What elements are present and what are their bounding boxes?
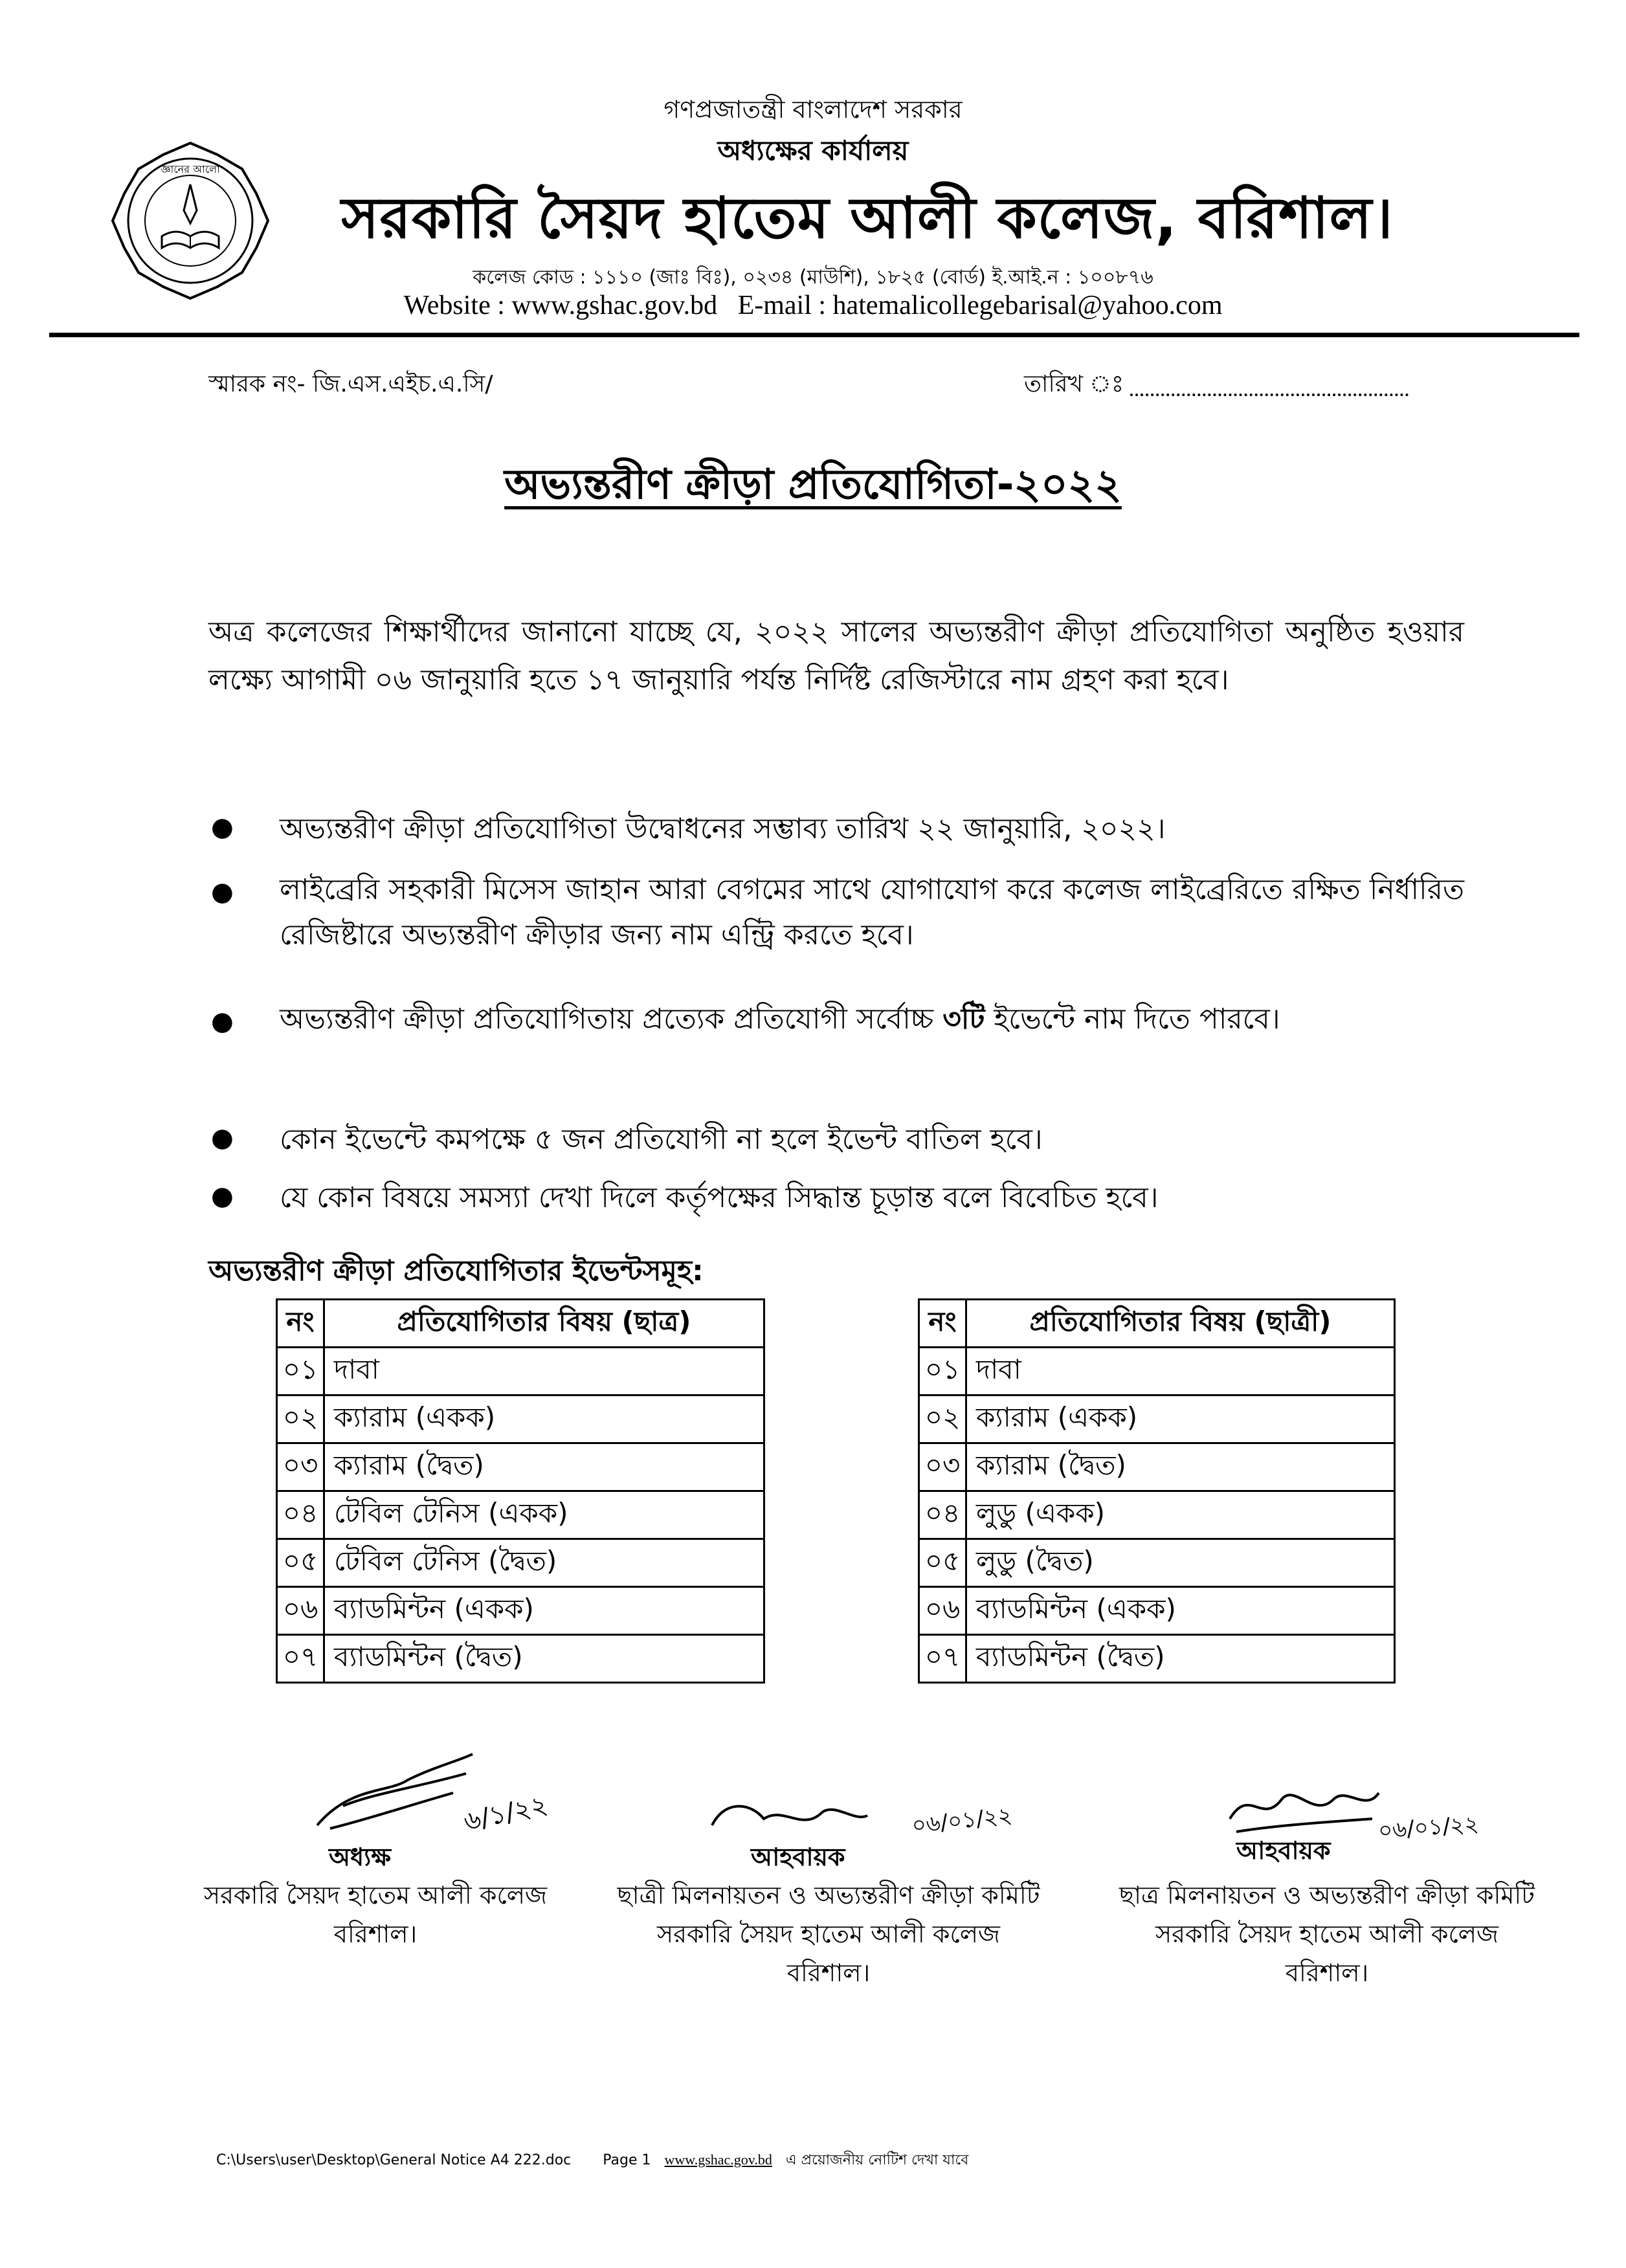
memo-number: স্মারক নং- জি.এস.এইচ.এ.সি/ <box>208 371 493 397</box>
event-name: দাবা <box>966 1348 1395 1395</box>
signature-line: বরিশাল। <box>333 1920 418 1948</box>
table-row <box>919 1443 1395 1491</box>
bullet-dot: ● <box>211 1123 234 1153</box>
event-name: দাবা <box>324 1348 764 1395</box>
event-name: ব্যাডমিন্টন (একক) <box>966 1587 1395 1635</box>
table-row <box>919 1587 1395 1635</box>
event-name: ব্যাডমিন্টন (একক) <box>324 1587 764 1635</box>
events-heading: অভ্যন্তরীণ ক্রীড়া প্রতিযোগিতার ইভেন্টসমূহ: <box>208 1254 704 1287</box>
intro-paragraph: অত্র কলেজের শিক্ষার্থীদের জানানো যাচ্ছে যে, ২০২২ সালের অভ্যন্তরীণ ক্রীড়া প্রতিযোগিতা অনুষ্ঠিত হওয়ার লক্ষ্যে আগামী ০৬ জানুয়ারি হতে ১৭ জানুয়ারি পর্যন্ত নির্দিষ্ট রেজিস্টারে নাম গ্রহণ করা হবে। <box>208 616 1464 696</box>
event-name: ক্যারাম (দ্বৈত) <box>324 1443 764 1491</box>
row-number: ০১ <box>277 1348 324 1395</box>
event-name: টেবিল টেনিস (দ্বৈত) <box>324 1539 764 1587</box>
svg-text:০৬/০১/২২: ০৬/০১/২২ <box>1377 1811 1480 1844</box>
contact-line <box>0 290 1626 321</box>
event-name: ক্যারাম (একক) <box>324 1395 764 1443</box>
event-name: টেবিল টেনিস (একক) <box>324 1491 764 1539</box>
column-header: নং <box>919 1300 966 1348</box>
table-row <box>919 1491 1395 1539</box>
website-link[interactable]: www.gshac.gov.bd <box>511 291 718 320</box>
table-row <box>919 1539 1395 1587</box>
table-row <box>277 1491 764 1539</box>
bullet-emphasis: ৩টি <box>942 1003 985 1036</box>
principal-signature <box>278 1748 550 1851</box>
file-path: C:\Users\user\Desktop\General Notice A4 222.doc <box>216 2152 572 2168</box>
row-number: ০৩ <box>919 1443 966 1491</box>
convener-boys-block <box>1049 1876 1605 1992</box>
document-footer <box>216 2149 968 2173</box>
bullet-item: কোন ইভেন্টে কমপক্ষে ৫ জন প্রতিযোগী না হলে ইভেন্ট বাতিল হবে। <box>280 1123 1043 1156</box>
signature-line: সরকারি সৈয়দ হাতেম আলী কলেজ <box>203 1881 548 1909</box>
row-number: ০৭ <box>919 1635 966 1683</box>
table-row <box>919 1348 1395 1395</box>
page-number: Page 1 <box>603 2152 651 2168</box>
date-blank <box>1130 374 1409 396</box>
svg-text:জ্ঞানের আলো: জ্ঞানের আলো <box>161 163 220 175</box>
column-header: প্রতিযোগিতার বিষয় (ছাত্রী) <box>966 1300 1395 1348</box>
row-number: ০৪ <box>277 1491 324 1539</box>
footer-link[interactable]: www.gshac.gov.bd <box>664 2151 772 2168</box>
table-row <box>277 1539 764 1587</box>
date-label: তারিখ ঃ <box>1024 371 1124 397</box>
girls-events-table <box>918 1298 1396 1684</box>
event-name: ক্যারাম (দ্বৈত) <box>966 1443 1395 1491</box>
signature-line: ছাত্রী মিলনায়তন ও অভ্যন্তরীণ ক্রীড়া কমিটি <box>617 1881 1040 1909</box>
table-row <box>277 1348 764 1395</box>
office-line: অধ্যক্ষের কার্যালয় <box>717 135 909 166</box>
row-number: ০৫ <box>277 1539 324 1587</box>
row-number: ০৬ <box>919 1587 966 1635</box>
bullet-dot: ● <box>211 1181 234 1211</box>
table-row <box>919 1635 1395 1683</box>
row-number: ০১ <box>919 1348 966 1395</box>
email-label: E-mail : <box>737 291 827 320</box>
column-header: নং <box>277 1300 324 1348</box>
signature-line: ছাত্র মিলনায়তন ও অভ্যন্তরীণ ক্রীড়া কমিটি <box>1119 1881 1535 1909</box>
event-name: ক্যারাম (একক) <box>966 1395 1395 1443</box>
table-row <box>277 1395 764 1443</box>
principal-block <box>129 1876 621 1953</box>
date-field <box>1024 366 1409 405</box>
table-header-row <box>277 1300 764 1348</box>
bullet-dot: ● <box>211 877 234 907</box>
bullet-dot: ● <box>211 1006 234 1036</box>
convener-girls-role: আহবায়ক <box>751 1843 845 1871</box>
table-row <box>277 1587 764 1635</box>
college-codes: কলেজ কোড : ১১১০ (জাঃ বিঃ), ০২৩৪ (মাউশি), ১৮২৫ (বোর্ড) ই.আই.ন : ১০০৮৭৬ <box>473 266 1153 289</box>
bullet-item: অভ্যন্তরীণ ক্রীড়া প্রতিযোগিতা উদ্বোধনের সম্ভাব্য তারিখ ২২ জানুয়ারি, ২০২২। <box>280 812 1166 845</box>
row-number: ০২ <box>919 1395 966 1443</box>
row-number: ০৫ <box>919 1539 966 1587</box>
college-name: সরকারি সৈয়দ হাতেম আলী কলেজ, বরিশাল। <box>341 184 1394 251</box>
signature-line: সরকারি সৈয়দ হাতেম আলী কলেজ <box>1155 1920 1499 1948</box>
convener-boys-role: আহবায়ক <box>1236 1836 1331 1865</box>
header-rule <box>49 333 1579 337</box>
row-number: ০৭ <box>277 1635 324 1683</box>
convener-girls-block <box>557 1876 1100 1992</box>
bullet-item: লাইব্রেরি সহকারী মিসেস জাহান আরা বেগমের সাথে যোগাযোগ করে কলেজ লাইব্রেরিতে রক্ষিত নির্ধারিত রেজিষ্টারে অভ্যন্তরীণ ক্রীড়ার জন্য নাম এন্ট্রি করতে হবে। <box>280 873 1464 951</box>
signature-line: সরকারি সৈয়দ হাতেম আলী কলেজ <box>656 1920 1001 1948</box>
event-name: ব্যাডমিন্টন (দ্বৈত) <box>966 1635 1395 1683</box>
table-row <box>277 1635 764 1683</box>
row-number: ০৬ <box>277 1587 324 1635</box>
event-name: লুডু (একক) <box>966 1491 1395 1539</box>
svg-text:৬/১/২২: ৬/১/২২ <box>461 1790 550 1837</box>
footer-note: এ প্রয়োজনীয় নোটিশ দেখা যাবে <box>785 2152 969 2168</box>
column-header: প্রতিযোগিতার বিষয় (ছাত্র) <box>324 1300 764 1348</box>
row-number: ০৩ <box>277 1443 324 1491</box>
signature-line: বরিশাল। <box>1285 1959 1369 1987</box>
svg-text:০৬/০১/২২: ০৬/০১/২২ <box>910 1802 1014 1839</box>
notice-title: অভ্যন্তরীণ ক্রীড়া প্রতিযোগিতা-২০২২ <box>504 461 1122 509</box>
boys-events-table <box>276 1298 765 1684</box>
table-row <box>277 1443 764 1491</box>
website-label: Website : <box>403 291 505 320</box>
row-number: ০২ <box>277 1395 324 1443</box>
event-name: লুডু (দ্বৈত) <box>966 1539 1395 1587</box>
bullet-item: যে কোন বিষয়ে সমস্যা দেখা দিলে কর্তৃপক্ষের সিদ্ধান্ত চূড়ান্ত বলে বিবেচিত হবে। <box>280 1181 1159 1214</box>
event-name: ব্যাডমিন্টন (দ্বৈত) <box>324 1635 764 1683</box>
table-row <box>919 1395 1395 1443</box>
table-header-row <box>919 1300 1395 1348</box>
email-link[interactable]: hatemalicollegebarisal@yahoo.com <box>832 291 1223 320</box>
principal-role: অধ্যক্ষ <box>329 1843 392 1871</box>
bullet-item: অভ্যন্তরীণ ক্রীড়া প্রতিযোগিতায় প্রত্যেক প্রতিযোগী সর্বোচ্চ ৩টি ইভেন্টে নাম দিতে পারবে। <box>280 1003 1280 1036</box>
row-number: ০৪ <box>919 1491 966 1539</box>
signature-line: বরিশাল। <box>786 1959 871 1987</box>
bullet-dot: ● <box>211 812 234 842</box>
government-line: গণপ্রজাতন্ত্রী বাংলাদেশ সরকার <box>663 95 963 124</box>
